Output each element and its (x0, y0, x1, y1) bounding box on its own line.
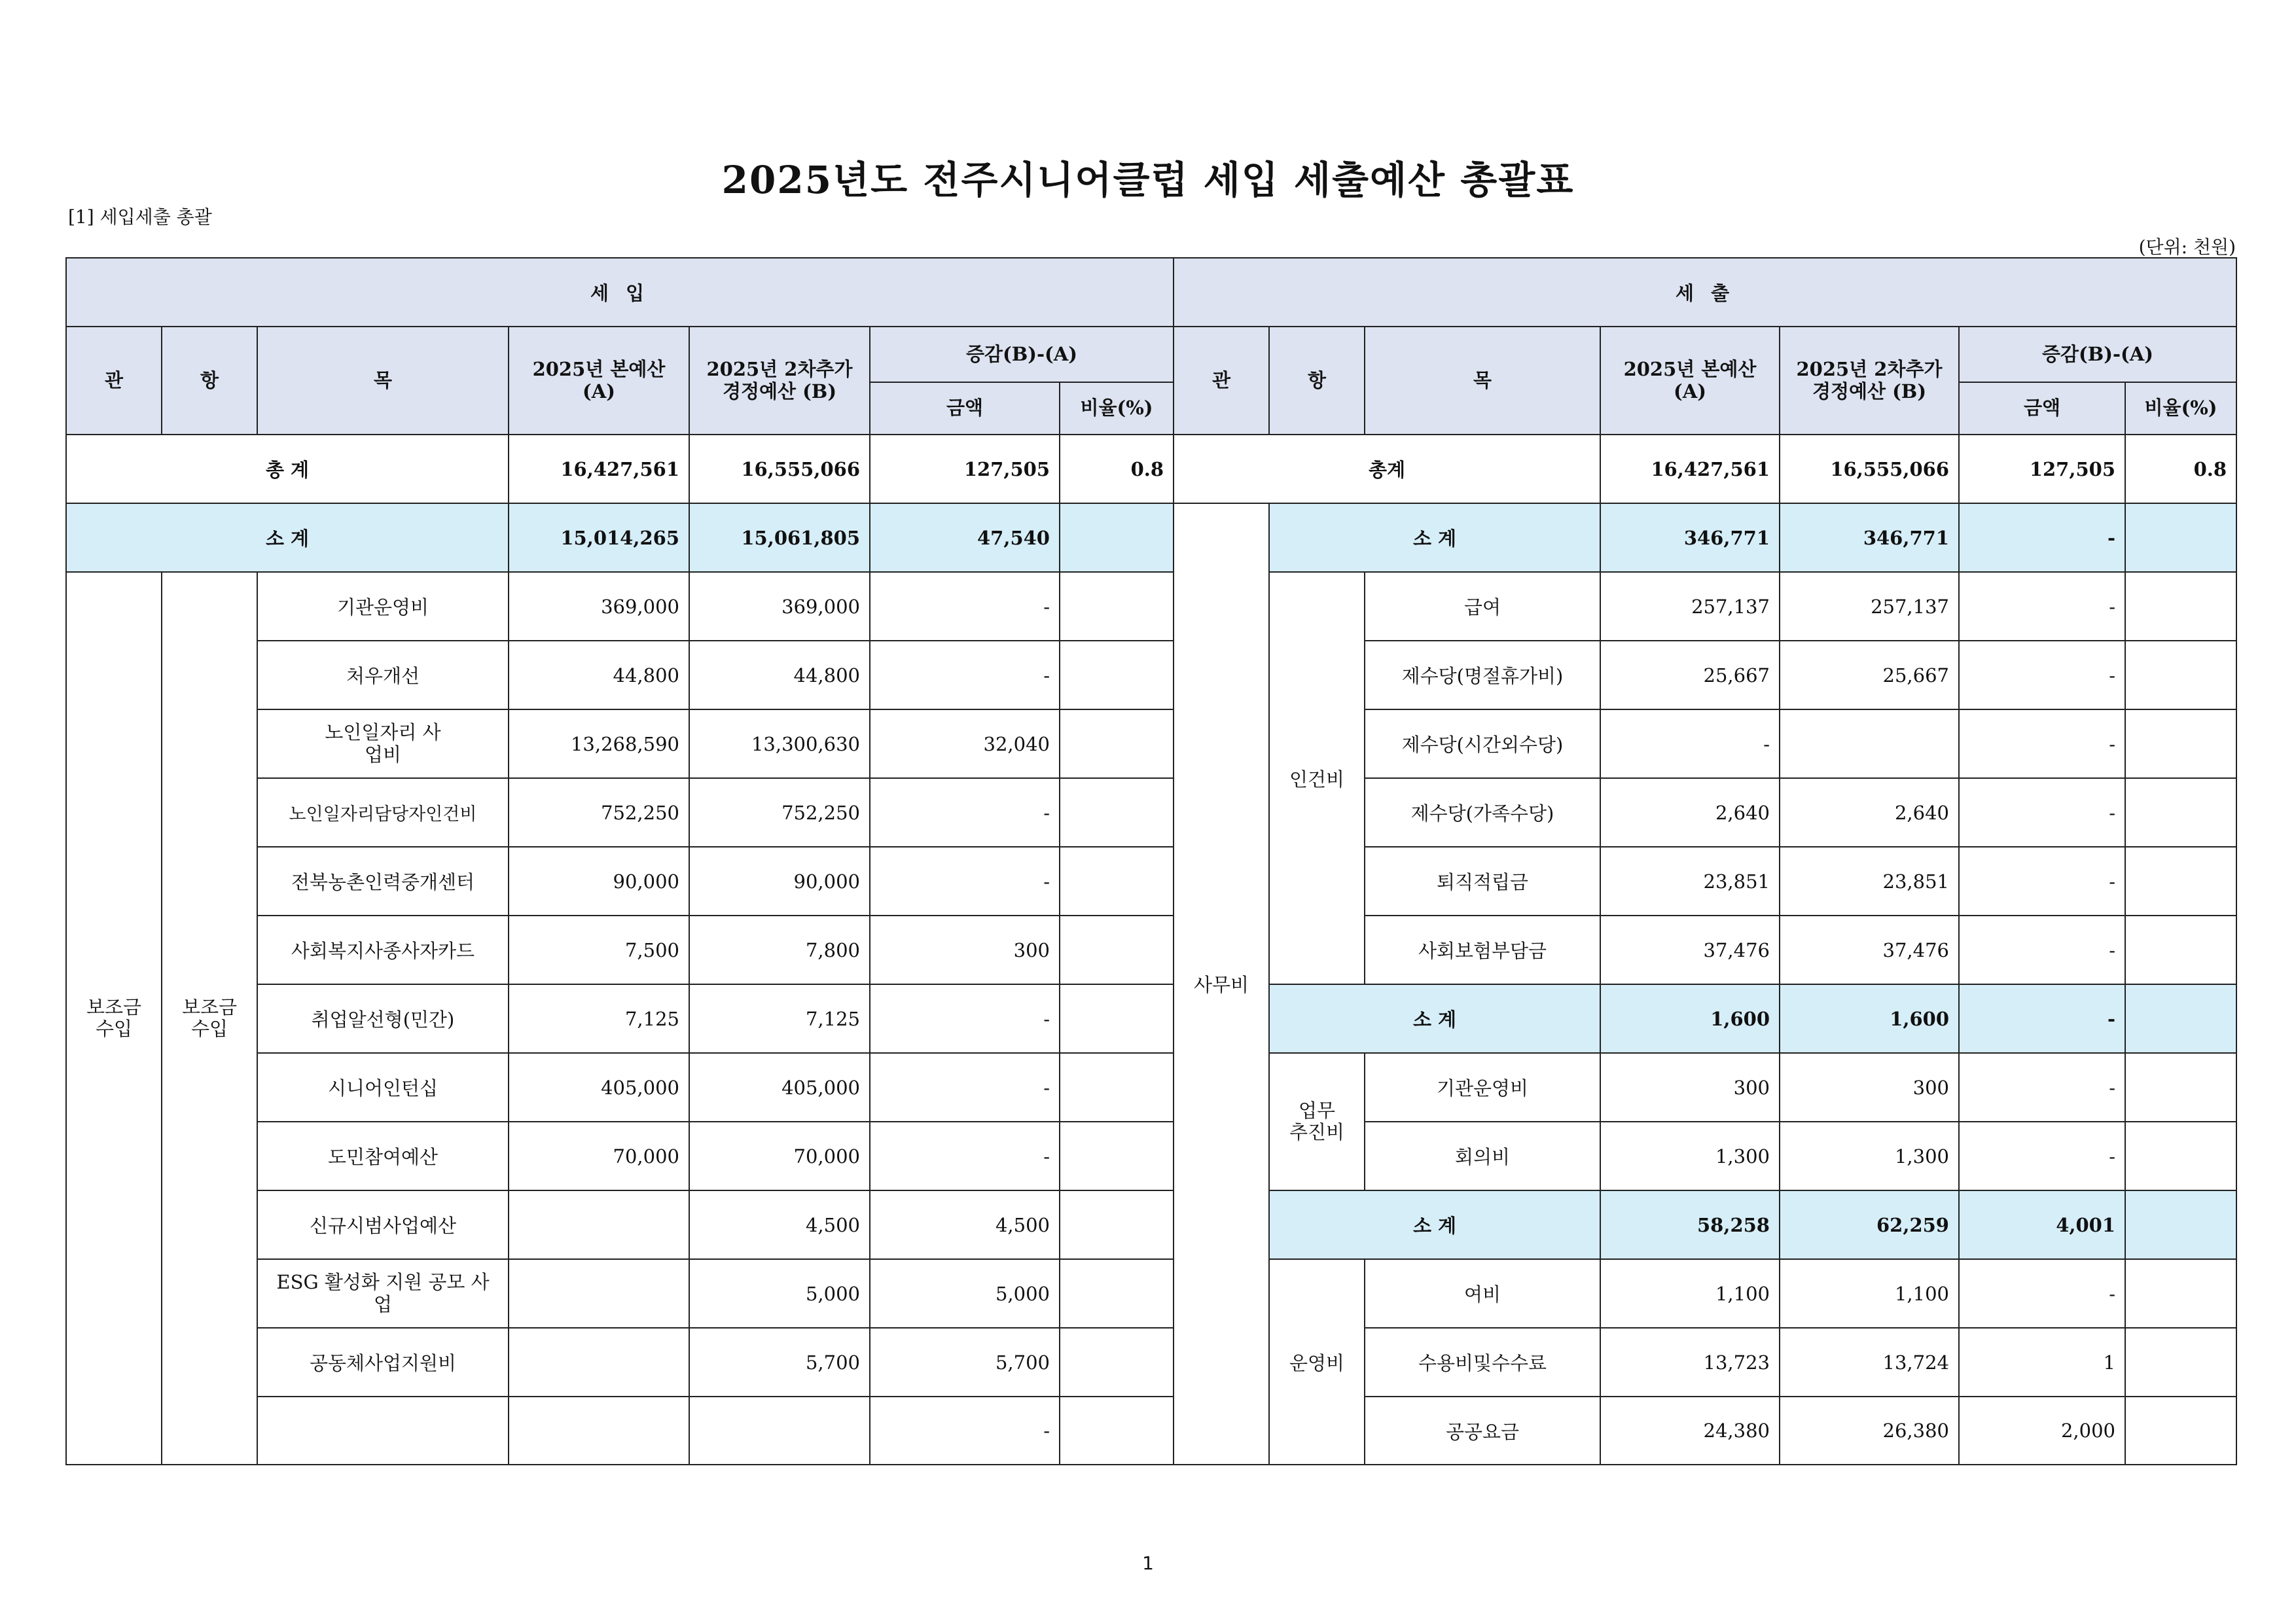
col-base: 2025년 본예산(A) (1600, 327, 1780, 435)
col-ratio: 비율(%) (2125, 382, 2236, 435)
cell-a: 369,000 (509, 572, 689, 641)
expense-hang: 인건비 (1269, 572, 1365, 984)
cell-b: 5,000 (689, 1259, 870, 1328)
expense-header: 세 출 (1174, 258, 2236, 327)
cell-a: 7,125 (509, 984, 689, 1053)
cell-b: 16,555,066 (1780, 435, 1959, 503)
cell-ratio (2125, 641, 2236, 709)
cell-b: 37,476 (1780, 916, 1959, 984)
cell-a: 58,258 (1600, 1190, 1780, 1259)
cell-mok: 제수당(명절휴가비) (1365, 641, 1600, 709)
cell-mok: 취업알선형(민간) (257, 984, 509, 1053)
cell-mok: 신규시범사업예산 (257, 1190, 509, 1259)
cell-b: 26,380 (1780, 1397, 1959, 1465)
cell-ratio (1060, 709, 1174, 778)
cell-mok: 급여 (1365, 572, 1600, 641)
cell-mok (257, 1397, 509, 1465)
cell-ratio (1060, 1053, 1174, 1122)
cell-a: 25,667 (1600, 641, 1780, 709)
cell-ratio (1060, 984, 1174, 1053)
cell-ratio (1060, 1122, 1174, 1190)
col-amount: 금액 (1959, 382, 2125, 435)
cell-a: 405,000 (509, 1053, 689, 1122)
cell-b: 300 (1780, 1053, 1959, 1122)
col-diff: 증감(B)-(A) (1959, 327, 2236, 382)
cell-b: 23,851 (1780, 847, 1959, 916)
subtotal-label: 소 계 (66, 503, 509, 572)
cell-diff: 5,000 (870, 1259, 1060, 1328)
cell-a: 23,851 (1600, 847, 1780, 916)
cell-mok: 수용비및수수료 (1365, 1328, 1600, 1397)
cell-ratio (2125, 984, 2236, 1053)
cell-diff: 2,000 (1959, 1397, 2125, 1465)
cell-ratio (2125, 847, 2236, 916)
cell-ratio (1060, 1259, 1174, 1328)
table-row (1174, 1259, 2236, 1328)
cell-diff: - (1959, 778, 2125, 847)
cell-mok: 노인일자리담당자인건비 (257, 778, 509, 847)
col-hang: 항 (162, 327, 257, 435)
cell-ratio: 0.8 (1060, 435, 1174, 503)
cell-diff: - (1959, 916, 2125, 984)
cell-b: 90,000 (689, 847, 870, 916)
cell-mok: 퇴직적립금 (1365, 847, 1600, 916)
cell-mok: 여비 (1365, 1259, 1600, 1328)
cell-mok: 공공요금 (1365, 1397, 1600, 1465)
cell-ratio (2125, 572, 2236, 641)
cell-a: 70,000 (509, 1122, 689, 1190)
cell-diff: - (1959, 1122, 2125, 1190)
cell-a: 1,600 (1600, 984, 1780, 1053)
col-hang: 항 (1269, 327, 1365, 435)
revenue-hang: 보조금 수입 (162, 572, 257, 1465)
cell-ratio (2125, 1122, 2236, 1190)
cell-mok: 회의비 (1365, 1122, 1600, 1190)
cell-mok: 사회보험부담금 (1365, 916, 1600, 984)
cell-diff: - (870, 641, 1060, 709)
cell-b: 369,000 (689, 572, 870, 641)
cell-diff: - (1959, 1259, 2125, 1328)
cell-a: 37,476 (1600, 916, 1780, 984)
cell-b: 1,600 (1780, 984, 1959, 1053)
cell-diff: - (1959, 503, 2125, 572)
expense-subtotal-row (1174, 503, 2236, 572)
cell-ratio (1060, 1190, 1174, 1259)
cell-b: 1,100 (1780, 1259, 1959, 1328)
col-amount: 금액 (870, 382, 1060, 435)
cell-a: 1,100 (1600, 1259, 1780, 1328)
cell-ratio (1060, 641, 1174, 709)
cell-ratio (2125, 1259, 2236, 1328)
cell-diff: 127,505 (1959, 435, 2125, 503)
cell-a: 257,137 (1600, 572, 1780, 641)
cell-diff: - (870, 847, 1060, 916)
col-ratio: 비율(%) (1060, 382, 1174, 435)
cell-ratio (1060, 1397, 1174, 1465)
cell-diff: - (1959, 641, 2125, 709)
cell-ratio (1060, 1328, 1174, 1397)
cell-mok: 제수당(시간외수당) (1365, 709, 1600, 778)
table-row (1174, 1053, 2236, 1122)
col-supp: 2025년 2차추가경정예산 (B) (1780, 327, 1959, 435)
cell-b: 405,000 (689, 1053, 870, 1122)
cell-mok (257, 1259, 509, 1328)
cell-b: 7,800 (689, 916, 870, 984)
cell-a (509, 1328, 689, 1397)
expense-subtotal-row (1174, 984, 2236, 1053)
cell-diff: - (870, 778, 1060, 847)
col-mok: 목 (1365, 327, 1600, 435)
cell-mok: 사회복지사종사자카드 (257, 916, 509, 984)
expense-hang-text: 업무 추진비 (1289, 1099, 1345, 1143)
expense-hang (1269, 1053, 1365, 1190)
cell-a: 16,427,561 (509, 435, 689, 503)
page-number: 1 (1142, 1552, 1154, 1574)
revenue-total-row (66, 435, 1174, 503)
col-gwan: 관 (1174, 327, 1269, 435)
revenue-header: 세 입 (66, 258, 1174, 327)
cell-ratio (2125, 916, 2236, 984)
cell-diff: - (1959, 984, 2125, 1053)
subtotal-label: 소 계 (1269, 1190, 1600, 1259)
cell-ratio (1060, 778, 1174, 847)
cell-b: 2,640 (1780, 778, 1959, 847)
cell-mok-text: 노인일자리 사업비 (325, 721, 441, 766)
cell-diff: - (870, 572, 1060, 641)
cell-b: 15,061,805 (689, 503, 870, 572)
cell-diff: 5,700 (870, 1328, 1060, 1397)
cell-diff: 300 (870, 916, 1060, 984)
cell-mok: 공동체사업지원비 (257, 1328, 509, 1397)
cell-a (509, 1397, 689, 1465)
col-mok: 목 (257, 327, 509, 435)
document-title: 2025년도 전주시니어클럽 세입 세출예산 총괄표 (721, 158, 1575, 202)
cell-diff: - (870, 1053, 1060, 1122)
cell-b: 5,700 (689, 1328, 870, 1397)
cell-ratio (2125, 1397, 2236, 1465)
cell-ratio (2125, 709, 2236, 778)
cell-a: 7,500 (509, 916, 689, 984)
cell-b: 13,300,630 (689, 709, 870, 778)
cell-a: 13,723 (1600, 1328, 1780, 1397)
cell-diff: - (1959, 709, 2125, 778)
cell-diff: - (1959, 572, 2125, 641)
revenue-subtotal-row (66, 503, 1174, 572)
cell-b (1780, 709, 1959, 778)
revenue-gwan: 보조금 수입 (66, 572, 162, 1465)
cell-ratio (2125, 503, 2236, 572)
cell-a: 90,000 (509, 847, 689, 916)
cell-b: 346,771 (1780, 503, 1959, 572)
cell-a (509, 1259, 689, 1328)
cell-b: 44,800 (689, 641, 870, 709)
cell-mok: 처우개선 (257, 641, 509, 709)
col-supp: 2025년 2차추가경정예산 (B) (689, 327, 870, 435)
cell-b: 16,555,066 (689, 435, 870, 503)
cell-ratio (1060, 572, 1174, 641)
table-row (66, 572, 1174, 641)
cell-ratio (2125, 1053, 2236, 1122)
cell-a: 300 (1600, 1053, 1780, 1122)
cell-b: 257,137 (1780, 572, 1959, 641)
cell-mok (257, 709, 509, 778)
cell-mok: 시니어인턴십 (257, 1053, 509, 1122)
cell-diff: 4,001 (1959, 1190, 2125, 1259)
table-row (1174, 572, 2236, 641)
col-base: 2025년 본예산(A) (509, 327, 689, 435)
cell-b: 25,667 (1780, 641, 1959, 709)
expense-hang: 운영비 (1269, 1259, 1365, 1465)
cell-b: 7,125 (689, 984, 870, 1053)
cell-ratio (1060, 503, 1174, 572)
cell-ratio (1060, 847, 1174, 916)
cell-a: 16,427,561 (1600, 435, 1780, 503)
cell-b: 13,724 (1780, 1328, 1959, 1397)
cell-mok: 도민참여예산 (257, 1122, 509, 1190)
cell-mok-text: ESG 활성화 지원 공모 사업 (276, 1271, 490, 1315)
cell-a: - (1600, 709, 1780, 778)
cell-mok: 전북농촌인력중개센터 (257, 847, 509, 916)
cell-ratio (2125, 1190, 2236, 1259)
cell-diff: 32,040 (870, 709, 1060, 778)
cell-a: 752,250 (509, 778, 689, 847)
col-diff: 증감(B)-(A) (870, 327, 1174, 382)
cell-diff: 4,500 (870, 1190, 1060, 1259)
cell-mok: 기관운영비 (257, 572, 509, 641)
cell-a: 15,014,265 (509, 503, 689, 572)
cell-ratio (2125, 778, 2236, 847)
cell-a: 44,800 (509, 641, 689, 709)
cell-diff: - (870, 1397, 1060, 1465)
col-gwan: 관 (66, 327, 162, 435)
cell-ratio: 0.8 (2125, 435, 2236, 503)
cell-mok: 제수당(가족수당) (1365, 778, 1600, 847)
cell-b: 70,000 (689, 1122, 870, 1190)
cell-diff: 127,505 (870, 435, 1060, 503)
subtotal-label: 소 계 (1269, 503, 1600, 572)
cell-diff: 1 (1959, 1328, 2125, 1397)
cell-diff: - (1959, 847, 2125, 916)
section-label: [1] 세입세출 총괄 (68, 206, 212, 228)
expense-subtotal-row (1174, 1190, 2236, 1259)
expense-total-row (1174, 435, 2236, 503)
cell-ratio (2125, 1328, 2236, 1397)
cell-b (689, 1397, 870, 1465)
cell-diff: 47,540 (870, 503, 1060, 572)
revenue-table (65, 257, 1174, 1465)
cell-a: 2,640 (1600, 778, 1780, 847)
cell-diff: - (870, 984, 1060, 1053)
cell-mok: 기관운영비 (1365, 1053, 1600, 1122)
cell-a (509, 1190, 689, 1259)
cell-a: 1,300 (1600, 1122, 1780, 1190)
expense-gwan: 사무비 (1174, 503, 1269, 1465)
cell-a: 13,268,590 (509, 709, 689, 778)
cell-diff: - (870, 1122, 1060, 1190)
cell-b: 4,500 (689, 1190, 870, 1259)
cell-a: 346,771 (1600, 503, 1780, 572)
cell-b: 62,259 (1780, 1190, 1959, 1259)
cell-a: 24,380 (1600, 1397, 1780, 1465)
cell-ratio (1060, 916, 1174, 984)
total-label: 총 계 (66, 435, 509, 503)
total-label: 총계 (1174, 435, 1600, 503)
cell-diff: - (1959, 1053, 2125, 1122)
cell-b: 752,250 (689, 778, 870, 847)
expense-table (1173, 257, 2237, 1465)
cell-b: 1,300 (1780, 1122, 1959, 1190)
unit-label: (단위: 천원) (2138, 236, 2236, 258)
subtotal-label: 소 계 (1269, 984, 1600, 1053)
